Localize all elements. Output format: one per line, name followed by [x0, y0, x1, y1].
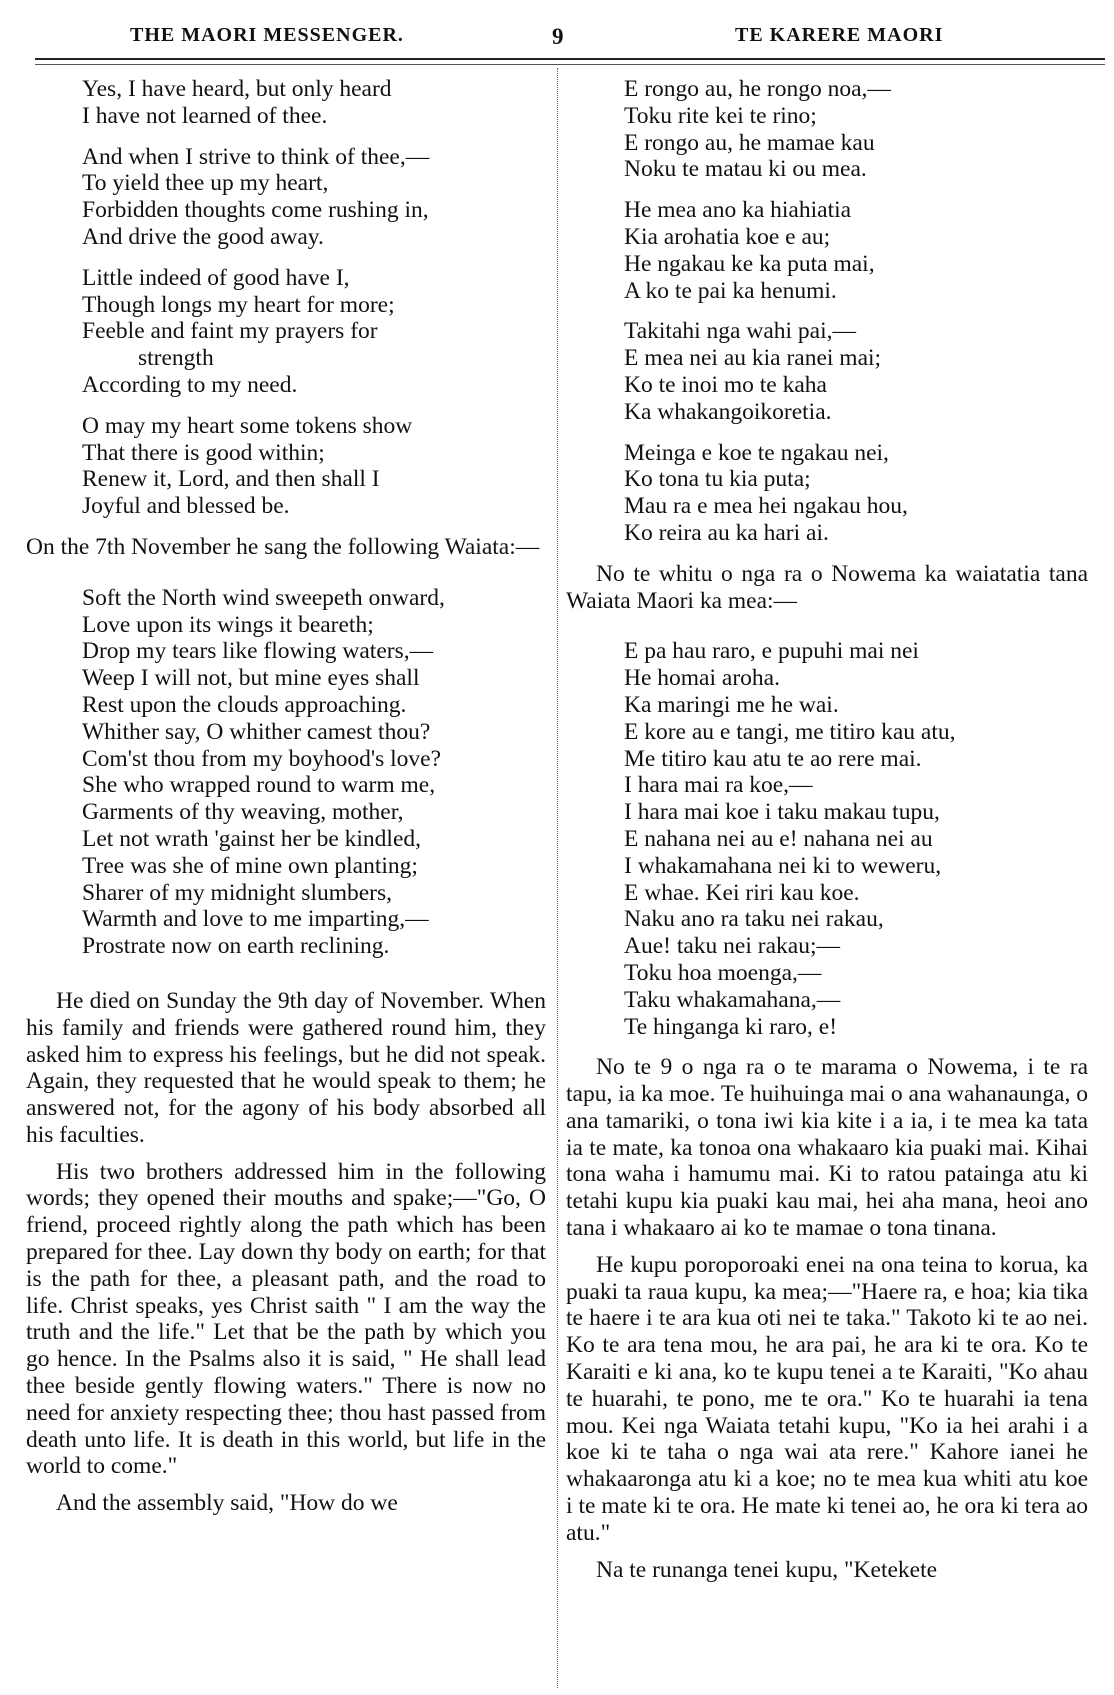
verse-line: I hara mai ra koe,—: [624, 772, 813, 799]
verse-line: Meinga e koe te ngakau nei,: [624, 439, 889, 466]
verse-line: Weep I will not, but mine eyes shall: [82, 665, 420, 692]
verse-line: Kia arohatia koe e au;: [624, 223, 831, 250]
verse-line: Tree was she of mine own planting;: [82, 852, 418, 879]
verse-line: Feeble and faint my prayers for: [82, 318, 378, 345]
verse-line: strength: [138, 345, 214, 372]
verse-line: Ko tona tu kia puta;: [624, 466, 811, 493]
verse-line: Rest upon the clouds approaching.: [82, 691, 407, 718]
verse-line: Naku ano ra taku nei rakau,: [624, 906, 884, 933]
maori-paragraph-brothers: He kupu poroporoaki enei na ona teina to korua, ka puaki ta raua kupu, ka mea;—"Haere ra, e hoa; kia tika te haere i te ara kua oti nei te taka." Takoto ki te ao nei. Ko te ara tena mou, he ara pai, he ara ki te ora. Ko te Karaiti e ki ana, ko te kupu tenei a te Karaiti, "Ko ahau te huarahi, te pono, me te ora." Ko te huarahi ia tena mou. Kei nga Waiata tetahi kupu, "Ko ia hei arahi i a koe ki te taha o nga wai ata rere." Kahore ianei he whakaaronga atu ki a koe; no te mea kua whiti atu koe i te mate ki te ora. He mate ki tenei ao, he ora ki tera ao atu.": [566, 1251, 1088, 1546]
verse-line: Sharer of my midnight slumbers,: [82, 879, 393, 906]
verse-line: Te hinganga ki raro, e!: [624, 1013, 838, 1040]
verse-line: Toku rite kei te rino;: [624, 102, 817, 129]
maori-stanza-3: [624, 318, 1088, 425]
verse-line: Joyful and blessed be.: [82, 493, 290, 520]
verse-line: He mea ano ka hiahiatia: [624, 197, 852, 224]
verse-line: That there is good within;: [82, 439, 325, 466]
verse-line: Takitahi nga wahi pai,—: [624, 318, 856, 345]
verse-line: Ko reira au ka hari ai.: [624, 519, 829, 546]
header-maori-title: TE KARERE MAORI: [735, 24, 944, 46]
maori-hymn: [566, 76, 1088, 547]
verse-line: E pa hau raro, e pupuhi mai nei: [624, 638, 919, 665]
verse-line: Ko te inoi mo te kaha: [624, 371, 827, 398]
maori-waiata-intro: No te whitu o nga ra o Nowema ka waiatatia tana Waiata Maori ka mea:—: [566, 560, 1088, 614]
verse-line: O may my heart some tokens show: [82, 412, 413, 439]
page-number: 9: [552, 24, 565, 49]
verse-line: Warmth and love to me imparting,—: [82, 906, 429, 933]
header-rule: [35, 58, 1105, 60]
verse-line: Though longs my heart for more;: [82, 291, 395, 318]
maori-stanza-1: [624, 76, 1088, 183]
english-hymn: [26, 76, 546, 520]
english-paragraph-death: He died on Sunday the 9th day of November. When his family and friends were gathered round him, they asked him to express his feelings, but he did not speak. Again, they requested that he would speak to them; he answered not, for the agony of his body absorbed all his faculties.: [26, 987, 546, 1148]
verse-line: He ngakau ke ka puta mai,: [624, 250, 875, 277]
verse-line: Noku te matau ki ou mea.: [624, 156, 867, 183]
verse-line: Love upon its wings it beareth;: [82, 611, 374, 638]
verse-line: E mea nei au kia ranei mai;: [624, 345, 882, 372]
verse-line: I hara mai koe i taku makau tupu,: [624, 799, 940, 826]
verse-line: She who wrapped round to warm me,: [82, 772, 436, 799]
verse-line: I have not learned of thee.: [82, 102, 328, 129]
verse-line: To yield thee up my heart,: [82, 170, 329, 197]
verse-line: According to my need.: [82, 371, 298, 398]
english-stanza-3: [82, 265, 546, 399]
maori-stanza-4: [624, 440, 1088, 547]
english-stanza-4: [82, 413, 546, 520]
maori-paragraph-assembly: Na te runanga tenei kupu, "Ketekete: [596, 1556, 938, 1583]
verse-line: Soft the North wind sweepeth onward,: [82, 584, 445, 611]
english-paragraph-brothers: His two brothers addressed him in the following words; they opened their mouths and spake;—"Go, O friend, proceed rightly along the path which has been prepared for thee. Lay down thy body on earth; for that is the path for thee, a pleasant path, and the road to life. Christ speaks, yes Christ saith " I am the way the truth and the life." Let that be the path by which you go hence. In the Psalms also it is said, " He shall lead thee beside gently flowing waters." There is now no need for anxiety respecting thee; thou hast passed from death unto life. It is death in this world, but life in the world to come.": [26, 1158, 546, 1480]
header-rule-thin: [35, 64, 1105, 65]
english-stanza-1: [82, 76, 546, 130]
verse-line: Taku whakamahana,—: [624, 986, 841, 1013]
verse-line: Garments of thy weaving, mother,: [82, 799, 404, 826]
verse-line: Mau ra e mea hei ngakau hou,: [624, 493, 908, 520]
verse-line: Ka maringi me he wai.: [624, 691, 839, 718]
header-english-title: THE MAORI MESSENGER.: [130, 24, 404, 46]
verse-line: Whither say, O whither camest thou?: [82, 718, 431, 745]
verse-line: E nahana nei au e! nahana nei au: [624, 825, 933, 852]
verse-line: E kore au e tangi, me titiro kau atu,: [624, 718, 956, 745]
verse-line: Renew it, Lord, and then shall I: [82, 466, 380, 493]
verse-line: Drop my tears like flowing waters,—: [82, 638, 434, 665]
verse-line: And drive the good away.: [82, 223, 324, 250]
verse-line: E rongo au, he mamae kau: [624, 129, 875, 156]
maori-column: [566, 76, 1088, 1593]
verse-line: Little indeed of good have I,: [82, 264, 350, 291]
english-waiata: [26, 585, 546, 960]
maori-paragraph-death: No te 9 o nga ra o te marama o Nowema, i te ra tapu, ia ka moe. Te huihuinga mai o ana wahanaunga, o ana tamariki, o tona iwi kia kite i a ia, i te mea ka tata ia te mate, ka tonoa ona whakaaro kia puaki mai. Kihai tona waha i hamumu mai. Ki to ratou patainga atu ki tetahi kupu kia puaki kau mai, hei aha mana, heoi ano tana i whakaaro ai ko te mamae o tona tinana.: [566, 1054, 1088, 1242]
verse-line: Ka whakangoikoretia.: [624, 398, 832, 425]
verse-line: Let not wrath 'gainst her be kindled,: [82, 825, 422, 852]
verse-line: Me titiro kau atu te ao rere mai.: [624, 745, 922, 772]
verse-line: Com'st thou from my boyhood's love?: [82, 745, 441, 772]
english-column: [26, 76, 546, 1527]
verse-line: Toku hoa moenga,—: [624, 959, 822, 986]
verse-line: Aue! taku nei rakau;—: [624, 933, 840, 960]
column-divider: [557, 68, 558, 1688]
english-stanza-2: [82, 144, 546, 251]
english-paragraph-assembly: And the assembly said, "How do we: [56, 1490, 398, 1517]
english-waiata-intro: On the 7th November he sang the following Waiata:—: [26, 533, 540, 560]
verse-line: Prostrate now on earth reclining.: [82, 933, 390, 960]
verse-line: Yes, I have heard, but only heard: [82, 76, 392, 102]
verse-line: He homai aroha.: [624, 665, 780, 692]
verse-line: A ko te pai ka henumi.: [624, 277, 837, 304]
verse-line: E rongo au, he rongo noa,—: [624, 76, 891, 102]
maori-stanza-2: [624, 197, 1088, 304]
verse-line: Forbidden thoughts come rushing in,: [82, 197, 429, 224]
verse-line: And when I strive to think of thee,—: [82, 143, 430, 170]
verse-line: E whae. Kei riri kau koe.: [624, 879, 860, 906]
verse-line: I whakamahana nei ki to weweru,: [624, 852, 942, 879]
maori-waiata: [566, 638, 1088, 1040]
